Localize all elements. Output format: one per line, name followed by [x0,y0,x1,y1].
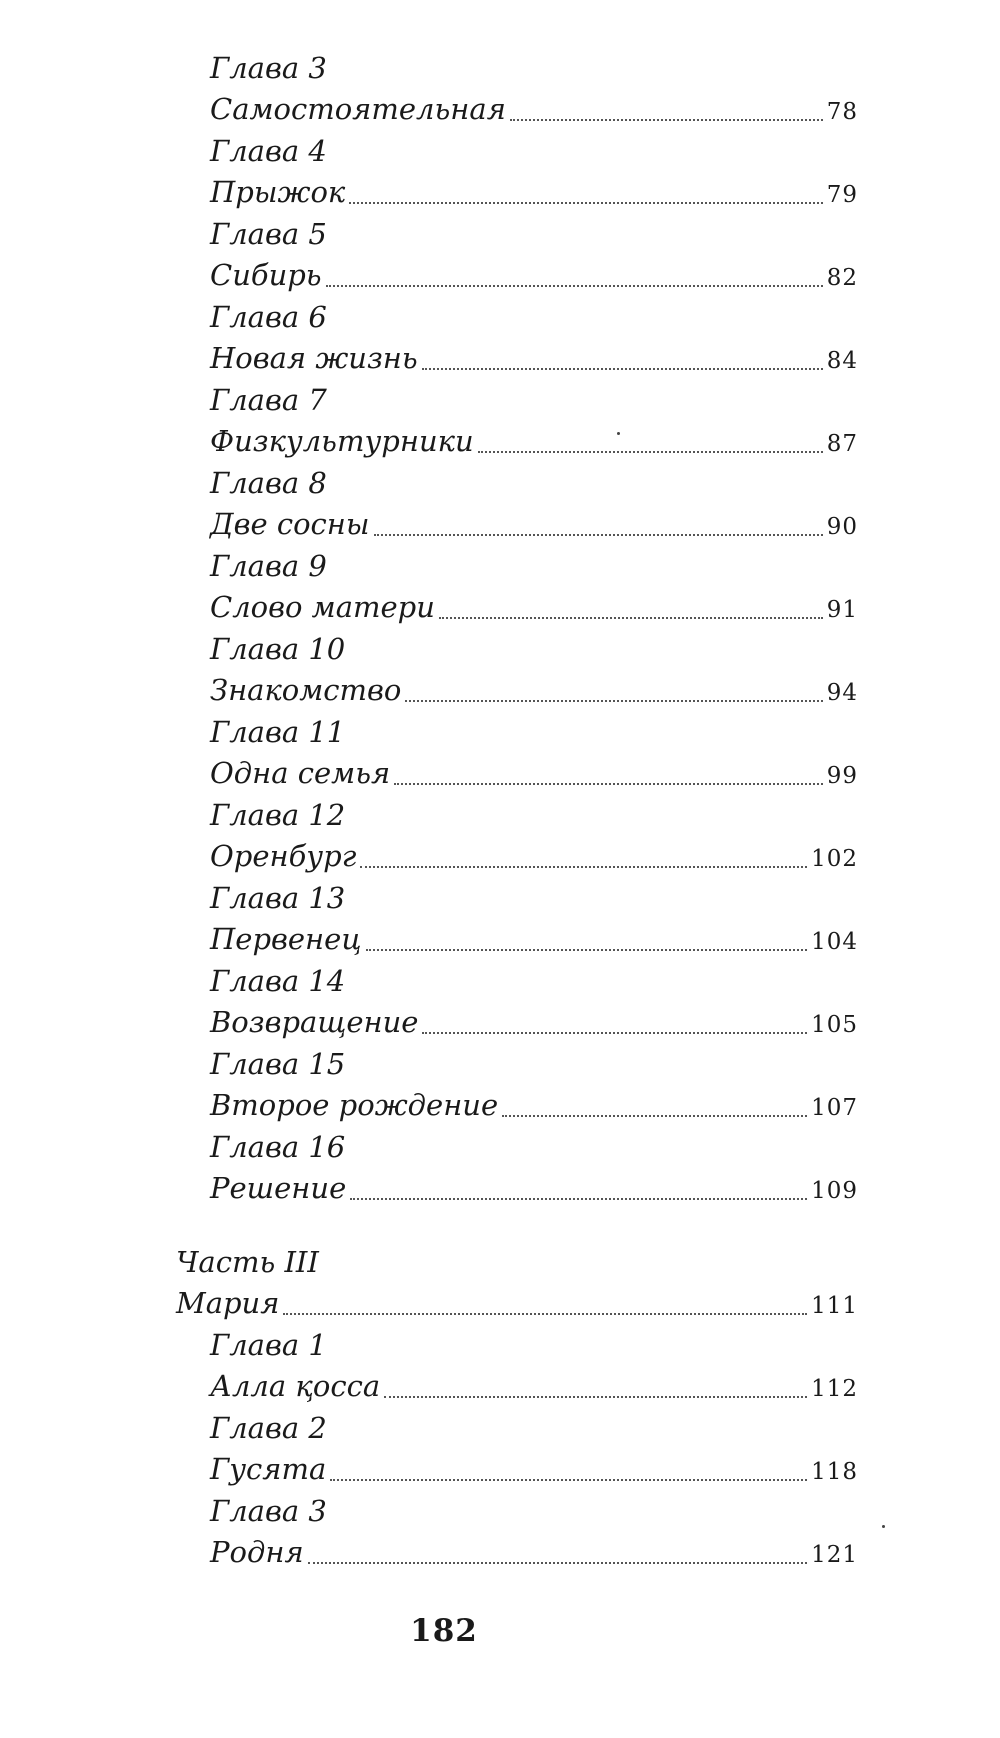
page-number: 107 [811,1095,858,1121]
dot-leader [360,865,807,868]
chapter-heading: Глава 5 [210,217,327,251]
chapter-heading: Глава 15 [210,1047,346,1081]
page-number: 87 [826,431,858,457]
chapter-title: Слово матери [210,590,435,624]
chapter-title: Гусята [210,1452,327,1486]
chapter-heading: Глава 13 [210,881,346,915]
page-number: 104 [811,929,858,955]
chapter-title: Сибирь [210,258,322,292]
page-number: 99 [826,763,858,789]
page-number: 109 [811,1178,858,1204]
page-number: 94 [826,680,858,706]
dot-leader [422,367,823,370]
chapter-heading: Глава 1 [210,1328,327,1362]
dot-leader [330,1478,807,1481]
chapter-heading: Глава 10 [210,632,346,666]
scan-speck [882,1525,885,1528]
chapter-title: Второе рождение [210,1088,499,1122]
page-number: 105 [811,1012,858,1038]
page-number: 118 [811,1459,858,1485]
page-number: 90 [826,514,858,540]
dot-leader [326,284,823,287]
chapter-heading: Глава 9 [210,549,327,583]
chapter-heading: Глава 2 [210,1411,327,1445]
chapter-title: Первенец [210,922,362,956]
chapter-title: Прыжок [210,175,346,209]
toc-entry[interactable] [210,1366,858,1406]
part-heading: Часть III [176,1245,319,1279]
chapter-title: Решение [210,1171,347,1205]
dot-leader [422,1031,807,1034]
dot-leader [405,699,822,702]
toc-entry[interactable] [210,836,858,876]
page-number: 121 [811,1542,858,1568]
page-number: 111 [811,1293,858,1319]
chapter-heading: Глава 16 [210,1130,346,1164]
dot-leader [374,533,823,536]
page-number: 91 [826,597,858,623]
dot-leader [478,450,823,453]
toc-entry[interactable] [210,421,858,461]
chapter-title: Самостоятельная [210,92,506,126]
toc-entry[interactable] [210,1449,858,1489]
chapter-title: Алла қосса [210,1369,381,1403]
toc-entry[interactable] [210,172,858,212]
toc-entry[interactable] [210,89,858,129]
chapter-heading: Глава 11 [210,715,346,749]
dot-leader [384,1395,807,1398]
toc-entry[interactable] [210,919,858,959]
dot-leader [350,1197,807,1200]
chapter-heading: Глава 14 [210,964,346,998]
chapter-title: Две сосны [210,507,370,541]
chapter-heading: Глава 12 [210,798,346,832]
dot-leader [308,1561,807,1564]
dot-leader [439,616,823,619]
chapter-title: Родня [210,1535,304,1569]
scan-speck [617,432,620,435]
chapter-heading: Глава 4 [210,134,327,168]
chapter-title: Физкультурники [210,424,474,458]
chapter-heading: Глава 6 [210,300,327,334]
part-title: Мария [176,1286,280,1320]
toc-entry[interactable] [210,255,858,295]
page-number: 112 [811,1376,858,1402]
chapter-heading: Глава 8 [210,466,327,500]
toc-entry[interactable] [210,587,858,627]
dot-leader [283,1312,807,1315]
chapter-title: Знакомство [210,673,402,707]
toc-entry[interactable] [210,338,858,378]
chapter-title: Возвращение [210,1005,419,1039]
toc-entry[interactable] [210,1002,858,1042]
chapter-title: Оренбург [210,839,357,873]
toc-entry[interactable] [210,670,858,710]
page-number: 82 [826,265,858,291]
chapter-title: Одна семья [210,756,391,790]
toc-entry[interactable] [210,753,858,793]
page-number: 79 [826,182,858,208]
page-number: 84 [826,348,858,374]
dot-leader [394,782,823,785]
chapter-heading: Глава 3 [210,51,327,85]
toc-entry[interactable] [210,504,858,544]
toc-entry[interactable] [210,1532,858,1572]
folio-page-number: 182 [410,1613,478,1649]
chapter-heading: Глава 7 [210,383,327,417]
dot-leader [366,948,808,951]
toc-entry[interactable] [210,1168,858,1208]
chapter-heading: Глава 3 [210,1494,327,1528]
part-entry[interactable] [176,1283,858,1323]
dot-leader [349,201,823,204]
chapter-title: Новая жизнь [210,341,418,375]
toc-entry[interactable] [210,1085,858,1125]
page-number: 78 [826,99,858,125]
page-number: 102 [811,846,858,872]
dot-leader [502,1114,807,1117]
dot-leader [510,118,823,121]
